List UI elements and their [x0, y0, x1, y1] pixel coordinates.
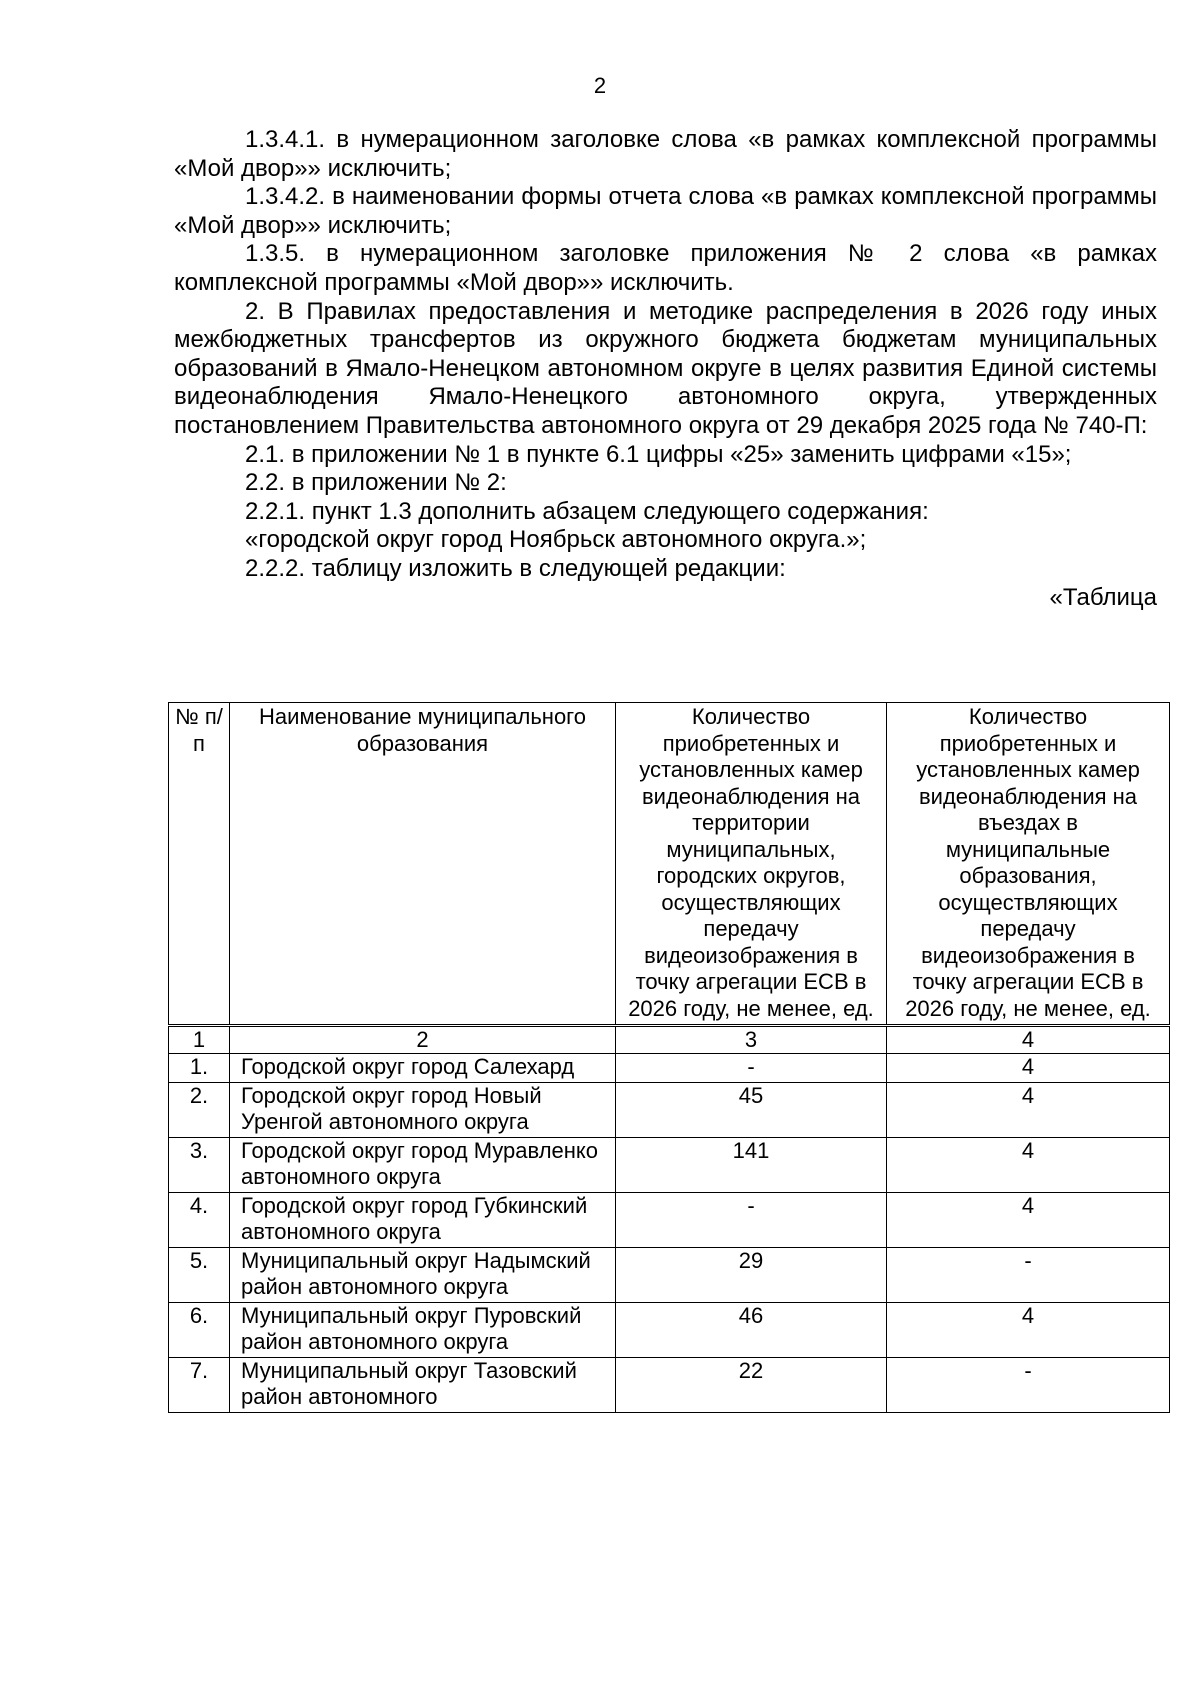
table-row — [169, 1054, 1170, 1083]
paragraph-1-3-4-2: 1.3.4.2. в наименовании формы отчета слова «в рамках комплексной программы «Мой двор»» исключить; — [174, 183, 1157, 239]
municipality-name: Муниципальный округ Надымский район автономного округа — [230, 1247, 616, 1302]
header-cameras-entries: Количество приобретенных и установленных камер видеонаблюдения на въездах в муниципальные образования, осуществляющих передачу видеоизображения в точку агрегации ЕСВ в 2026 году, не менее, ед. — [887, 703, 1170, 1026]
table-row — [169, 1137, 1170, 1192]
table-row — [169, 1082, 1170, 1137]
paragraph-quote-noyabrsk: «городской округ город Ноябрьск автономного округа.»; — [245, 526, 867, 554]
table-label: «Таблица — [1049, 583, 1157, 611]
paragraph-2: 2. В Правилах предоставления и методике распределения в 2026 году иных межбюджетных трансфертов из окружного бюджета бюджетам муниципальных образований в Ямало-Ненецком автономном округе в целях развития Единой системы видеонаблюдения Ямало-Ненецкого автономного округа, утвержденных постановлением Правительства автономного округа от 29 декабря 2025 года № 740-П: — [174, 297, 1157, 439]
row-number: 2. — [169, 1082, 230, 1137]
municipality-name: Городской округ город Муравленко автономного округа — [230, 1137, 616, 1192]
cameras-territory-value: 46 — [616, 1302, 887, 1357]
cameras-entries-value: 4 — [887, 1054, 1170, 1083]
paragraph-1-3-5: 1.3.5. в нумерационном заголовке приложения № 2 слова «в рамках комплексной программы «Мой двор»» исключить. — [174, 240, 1157, 296]
cameras-territory-value: 45 — [616, 1082, 887, 1137]
cameras-entries-value: 4 — [887, 1302, 1170, 1357]
cameras-entries-value: - — [887, 1247, 1170, 1302]
document-body — [174, 126, 1157, 612]
row-number: 4. — [169, 1192, 230, 1247]
header-name: Наименование муниципального образования — [230, 703, 616, 1026]
column-number: 4 — [887, 1026, 1170, 1054]
table-container — [168, 702, 1169, 1413]
municipality-name: Городской округ город Салехард — [230, 1054, 616, 1083]
municipality-name: Муниципальный округ Тазовский район автономного — [230, 1357, 616, 1412]
column-number: 3 — [616, 1026, 887, 1054]
paragraph-2-2: 2.2. в приложении № 2: — [245, 469, 507, 497]
table-row — [169, 1192, 1170, 1247]
paragraph-1-3-4-1: 1.3.4.1. в нумерационном заголовке слова «в рамках комплексной программы «Мой двор»» исключить; — [174, 126, 1157, 182]
paragraph-2-2-1: 2.2.1. пункт 1.3 дополнить абзацем следующего содержания: — [245, 497, 929, 525]
municipality-name: Городской округ город Новый Уренгой автономного округа — [230, 1082, 616, 1137]
table-row — [169, 1247, 1170, 1302]
row-number: 1. — [169, 1054, 230, 1083]
cameras-territory-value: 141 — [616, 1137, 887, 1192]
row-number: 5. — [169, 1247, 230, 1302]
cameras-table — [168, 702, 1170, 1413]
header-num: № п/п — [169, 703, 230, 1026]
cameras-entries-value: 4 — [887, 1082, 1170, 1137]
column-number-row — [169, 1026, 1170, 1054]
cameras-entries-value: 4 — [887, 1192, 1170, 1247]
cameras-entries-value: 4 — [887, 1137, 1170, 1192]
page-number: 2 — [593, 73, 607, 98]
column-number: 1 — [169, 1026, 230, 1054]
row-number: 6. — [169, 1302, 230, 1357]
table-row — [169, 1302, 1170, 1357]
cameras-territory-value: - — [616, 1192, 887, 1247]
cameras-entries-value: - — [887, 1357, 1170, 1412]
municipality-name: Городской округ город Губкинский автономного округа — [230, 1192, 616, 1247]
table-header-row — [169, 703, 1170, 1026]
row-number: 7. — [169, 1357, 230, 1412]
municipality-name: Муниципальный округ Пуровский район автономного округа — [230, 1302, 616, 1357]
cameras-territory-value: 22 — [616, 1357, 887, 1412]
paragraph-2-1: 2.1. в приложении № 1 в пункте 6.1 цифры «25» заменить цифрами «15»; — [245, 440, 1072, 468]
header-cameras-territory: Количество приобретенных и установленных камер видеонаблюдения на территории муниципальных, городских округов, осуществляющих передачу видеоизображения в точку агрегации ЕСВ в 2026 году, не менее, ед. — [616, 703, 887, 1026]
paragraph-2-2-2: 2.2.2. таблицу изложить в следующей редакции: — [245, 554, 786, 582]
cameras-territory-value: - — [616, 1054, 887, 1083]
cameras-territory-value: 29 — [616, 1247, 887, 1302]
column-number: 2 — [230, 1026, 616, 1054]
table-row — [169, 1357, 1170, 1412]
row-number: 3. — [169, 1137, 230, 1192]
